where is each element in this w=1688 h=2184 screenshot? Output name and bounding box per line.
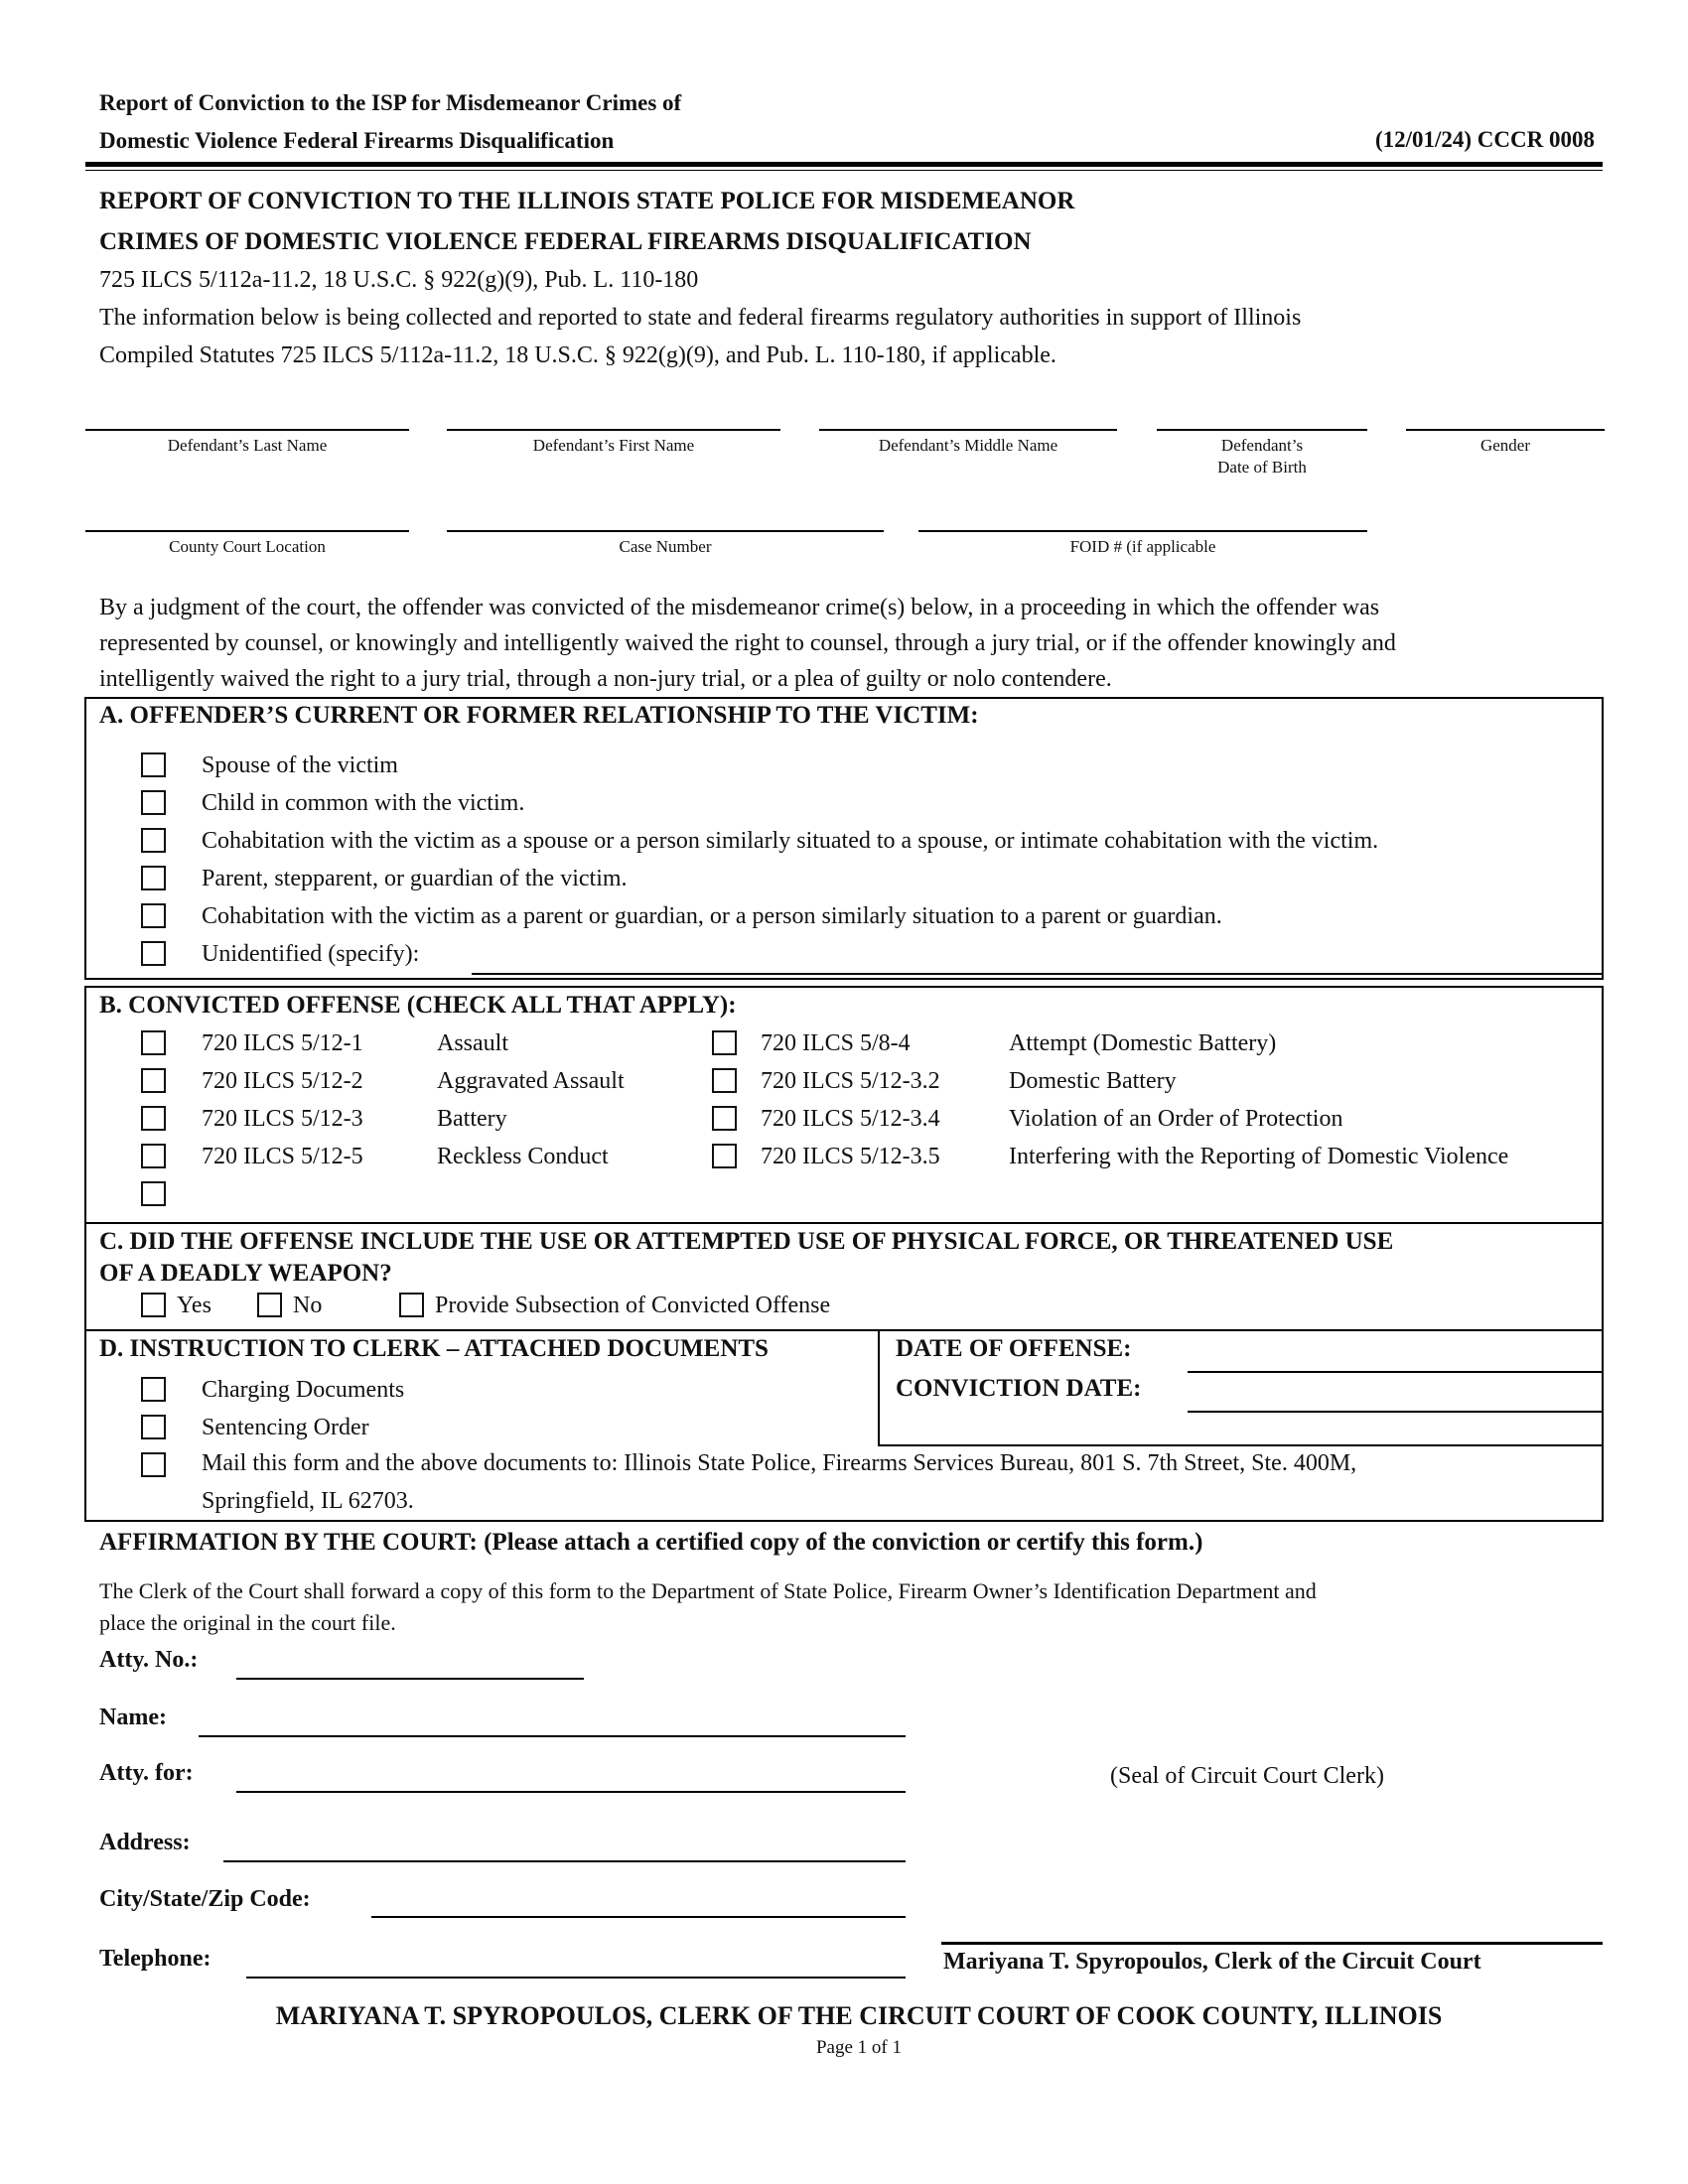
offense-code: 720 ILCS 5/12-3.5 (761, 1144, 940, 1169)
unidentified-specify-line[interactable] (472, 973, 1602, 975)
atty-for-label: Atty. for: (99, 1760, 194, 1786)
dob-line[interactable] (1157, 429, 1367, 431)
checkbox-offense-12-3-4[interactable] (712, 1106, 737, 1131)
city-label: City/State/Zip Code: (99, 1886, 311, 1912)
dob-label-line2: Date of Birth (1217, 458, 1307, 477)
first-name-line[interactable] (447, 429, 780, 431)
checkbox-charging-documents[interactable] (141, 1377, 166, 1402)
option-cohabitation-parent: Cohabitation with the victim as a parent or guardian, or a person similarly situation to a parent or guardian. (202, 903, 1222, 929)
checkbox-offense-8-4[interactable] (712, 1030, 737, 1055)
section-c-title-line2: OF A DEADLY WEAPON? (99, 1260, 392, 1287)
affirmation-line2: place the original in the court file. (99, 1610, 396, 1635)
offense-name: Aggravated Assault (437, 1068, 625, 1094)
last-name-label: Defendant’s Last Name (167, 436, 328, 455)
middle-name-label: Defendant’s Middle Name (878, 436, 1058, 455)
judgment-line1: By a judgment of the court, the offender was convicted of the misdemeanor crime(s) below, in a proceeding in which the offender was (99, 595, 1380, 620)
option-child-in-common: Child in common with the victim. (202, 790, 525, 816)
offense-name: Battery (437, 1106, 507, 1132)
foid-line[interactable] (918, 530, 1367, 532)
address-label: Address: (99, 1830, 191, 1855)
judgment-line3: intelligently waived the right to a jury trial, through a non-jury trial, or a plea of guilty or nolo contendere. (99, 666, 1112, 692)
checkbox-cohabitation-parent[interactable] (141, 903, 166, 928)
section-d-title: D. INSTRUCTION TO CLERK – ATTACHED DOCUMENTS (99, 1335, 769, 1362)
option-unidentified: Unidentified (specify): (202, 941, 420, 967)
header-title-line1: Report of Conviction to the ISP for Misdemeanor Crimes of (99, 90, 682, 115)
offense-code: 720 ILCS 5/12-5 (202, 1144, 363, 1169)
offense-name: Reckless Conduct (437, 1144, 609, 1169)
form-code: (12/01/24) CCCR 0008 (1374, 127, 1595, 152)
intro-heading-line2: CRIMES OF DOMESTIC VIOLENCE FEDERAL FIREARMS DISQUALIFICATION (99, 228, 1032, 255)
page-number: Page 1 of 1 (815, 2037, 902, 2058)
atty-no-label: Atty. No.: (99, 1647, 199, 1673)
checkbox-unidentified[interactable] (141, 941, 166, 966)
checkbox-offense-12-2[interactable] (141, 1068, 166, 1093)
section-a-title: A. OFFENDER’S CURRENT OR FORMER RELATIONSHIP TO THE VICTIM: (99, 702, 979, 729)
yes-label: Yes (177, 1293, 211, 1318)
offense-name: Interfering with the Reporting of Domestic Violence (1009, 1144, 1509, 1169)
section-d-divider (878, 1329, 880, 1446)
option-cohabitation-spouse: Cohabitation with the victim as a spouse or a person similarly situated to a spouse, or intimate cohabitation with the victim. (202, 828, 1379, 854)
header-rule-thick (85, 162, 1603, 167)
checkbox-cohabitation-spouse[interactable] (141, 828, 166, 853)
checkbox-child-in-common[interactable] (141, 790, 166, 815)
county-label: County Court Location (169, 537, 326, 556)
date-of-offense-line[interactable] (1188, 1371, 1603, 1373)
conviction-date-line[interactable] (1188, 1411, 1603, 1413)
offense-code: 720 ILCS 5/12-3.4 (761, 1106, 940, 1132)
checkbox-parent-guardian[interactable] (141, 866, 166, 890)
checkbox-no[interactable] (257, 1293, 282, 1317)
checkbox-spouse[interactable] (141, 752, 166, 777)
city-line[interactable] (371, 1916, 906, 1918)
footer-clerk: MARIYANA T. SPYROPOULOS, CLERK OF THE CIRCUIT COURT OF COOK COUNTY, ILLINOIS (275, 2001, 1443, 2030)
no-label: No (293, 1293, 323, 1318)
telephone-line[interactable] (246, 1977, 906, 1979)
address-line[interactable] (223, 1860, 906, 1862)
dob-label-line1: Defendant’s (1220, 436, 1304, 455)
checkbox-mail[interactable] (141, 1452, 166, 1477)
offense-code: 720 ILCS 5/8-4 (761, 1030, 911, 1056)
checkbox-offense-other[interactable] (141, 1181, 166, 1206)
gender-line[interactable] (1406, 429, 1605, 431)
last-name-line[interactable] (85, 429, 409, 431)
offense-name: Domestic Battery (1009, 1068, 1177, 1094)
judgment-line2: represented by counsel, or knowingly and intelligently waived the right to counsel, through a jury trial, or if the offender knowingly and (99, 630, 1396, 656)
mail-line1: Mail this form and the above documents to: Illinois State Police, Firearms Services Bureau, 801 S. 7th Street, Ste. 400M, (202, 1450, 1357, 1476)
option-spouse: Spouse of the victim (202, 752, 398, 778)
mail-line2: Springfield, IL 62703. (202, 1488, 414, 1514)
first-name-label: Defendant’s First Name (532, 436, 695, 455)
offense-code: 720 ILCS 5/12-3 (202, 1106, 363, 1132)
intro-heading-line1: REPORT OF CONVICTION TO THE ILLINOIS STATE POLICE FOR MISDEMEANOR (99, 188, 1075, 214)
seal-placeholder: (Seal of Circuit Court Clerk) (1110, 1763, 1384, 1789)
offense-name: Violation of an Order of Protection (1009, 1106, 1343, 1132)
county-line[interactable] (85, 530, 409, 532)
checkbox-subsection[interactable] (399, 1293, 424, 1317)
clerk-signature: Mariyana T. Spyropoulos, Clerk of the Circuit Court (943, 1949, 1481, 1975)
section-c-title-line1: C. DID THE OFFENSE INCLUDE THE USE OR ATTEMPTED USE OF PHYSICAL FORCE, OR THREATENED USE (99, 1228, 1394, 1255)
intro-statute: 725 ILCS 5/112a-11.2, 18 U.S.C. § 922(g)(9), Pub. L. 110-180 (99, 267, 699, 293)
header-title-line2: Domestic Violence Federal Firearms Disqualification (99, 128, 615, 153)
affirmation-title: AFFIRMATION BY THE COURT: (Please attach a certified copy of the conviction or certify this form.) (99, 1529, 1203, 1556)
case-number-label: Case Number (619, 537, 712, 556)
offense-code: 720 ILCS 5/12-2 (202, 1068, 363, 1094)
checkbox-sentencing-order[interactable] (141, 1415, 166, 1439)
checkbox-yes[interactable] (141, 1293, 166, 1317)
sentencing-order-label: Sentencing Order (202, 1415, 369, 1440)
checkbox-offense-12-1[interactable] (141, 1030, 166, 1055)
offense-code: 720 ILCS 5/12-3.2 (761, 1068, 940, 1094)
subsection-label: Provide Subsection of Convicted Offense (435, 1293, 831, 1318)
intro-info-line2: Compiled Statutes 725 ILCS 5/112a-11.2, 18 U.S.C. § 922(g)(9), and Pub. L. 110-180, if applicable. (99, 342, 1056, 368)
affirmation-line1: The Clerk of the Court shall forward a copy of this form to the Department of State Police, Firearm Owner’s Identification Department and (99, 1578, 1317, 1603)
name-line[interactable] (199, 1735, 906, 1737)
intro-info-line1: The information below is being collected and reported to state and federal firearms regulatory authorities in support of Illinois (99, 305, 1302, 331)
gender-label: Gender (1479, 436, 1531, 455)
checkbox-offense-12-5[interactable] (141, 1144, 166, 1168)
header-rule-thin (85, 170, 1603, 171)
case-number-line[interactable] (447, 530, 884, 532)
atty-for-line[interactable] (236, 1791, 906, 1793)
atty-no-line[interactable] (236, 1678, 584, 1680)
section-b-title: B. CONVICTED OFFENSE (CHECK ALL THAT APPLY): (99, 992, 737, 1019)
checkbox-offense-12-3[interactable] (141, 1106, 166, 1131)
charging-documents-label: Charging Documents (202, 1377, 405, 1403)
foid-label: FOID # (if applicable (1069, 537, 1216, 556)
date-of-offense-label: DATE OF OFFENSE: (896, 1335, 1132, 1362)
offense-code: 720 ILCS 5/12-1 (202, 1030, 363, 1056)
name-label: Name: (99, 1705, 167, 1730)
checkbox-offense-12-3-2[interactable] (712, 1068, 737, 1093)
option-parent-guardian: Parent, stepparent, or guardian of the victim. (202, 866, 628, 891)
telephone-label: Telephone: (99, 1946, 211, 1972)
conviction-date-label: CONVICTION DATE: (896, 1375, 1142, 1402)
offense-name: Assault (437, 1030, 508, 1056)
middle-name-line[interactable] (819, 429, 1117, 431)
offense-name: Attempt (Domestic Battery) (1009, 1030, 1277, 1056)
checkbox-offense-12-3-5[interactable] (712, 1144, 737, 1168)
